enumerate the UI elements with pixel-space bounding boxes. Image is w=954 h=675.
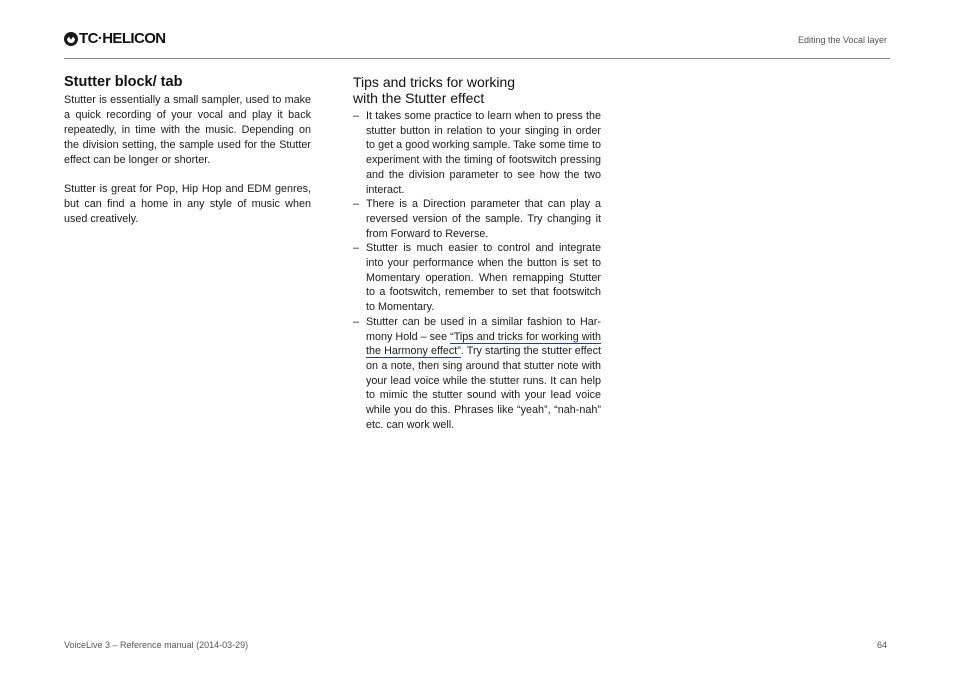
bullet-dash: –: [353, 315, 360, 328]
right-column: [353, 74, 601, 432]
bullet-dash: –: [353, 198, 360, 211]
stutter-heading: Stutter block/ tab: [64, 74, 183, 90]
list-item: [353, 109, 601, 197]
bullet-dash: –: [353, 242, 360, 255]
list-item: [353, 315, 601, 433]
left-column: [64, 74, 311, 227]
tip-text-4-after: . Try starting the stutter effect on a note, then sing around that stutter note with your lead voice while the stutter runs. It can help to mimic the stutter sound with your lead voice while you do this. Phrases like “yeah”, “nah-nah” etc. can work well.: [366, 345, 602, 431]
section-title: Editing the Vocal layer: [797, 35, 887, 45]
brand-wordmark: TC·HELICON: [79, 30, 166, 47]
tip-text-3: Stutter is much easier to control and integrate into your performance when the button is set to Momentary operation. When remapping Stutter to a footswitch, remember to set that footswitch to Momentary.: [366, 242, 601, 314]
tip-text-4-before: Stutter can be used in a similar fashion to Harmony Hold – see: [366, 315, 601, 343]
footer-manual-title: VoiceLive 3 – Reference manual (2014-03-29): [64, 640, 249, 650]
tip-text-1: It takes some practice to learn when to press the stutter button in relation to your singing in order to get a good working sample. Take some time to experiment with the timing of footswitch pressing and the division parameter to see how the two interact.: [366, 110, 601, 196]
tip-text-2: There is a Direction parameter that can play a reversed version of the sample. Try changing it from Forward to Reverse.: [366, 198, 601, 240]
stutter-paragraph-1: Stutter is essentially a small sampler, used to make a quick recording of your vocal and play it back repeatedly, in time with the music. Depending on the division setting, the sample used for the Stutter effect can be longer or shorter.: [64, 94, 311, 166]
list-item: [353, 197, 601, 241]
brand-logo: [64, 31, 166, 47]
tc-helicon-logo-icon: [64, 32, 78, 46]
tips-list: [353, 109, 601, 432]
tips-heading-line-1: Tips and tricks for working: [353, 74, 516, 90]
harmony-tips-link[interactable]: “Tips and tricks for working with the Harmony effect”: [366, 330, 601, 358]
tips-heading-line-2: with the Stutter effect: [353, 90, 485, 106]
bullet-dash: –: [353, 110, 360, 122]
header-divider: [64, 58, 890, 59]
list-item: [353, 241, 601, 315]
tips-heading: [353, 74, 601, 106]
page-number: 64: [876, 640, 887, 650]
stutter-paragraph-2: Stutter is great for Pop, Hip Hop and EDM genres, but can find a home in any style of music when used creatively.: [64, 183, 311, 225]
